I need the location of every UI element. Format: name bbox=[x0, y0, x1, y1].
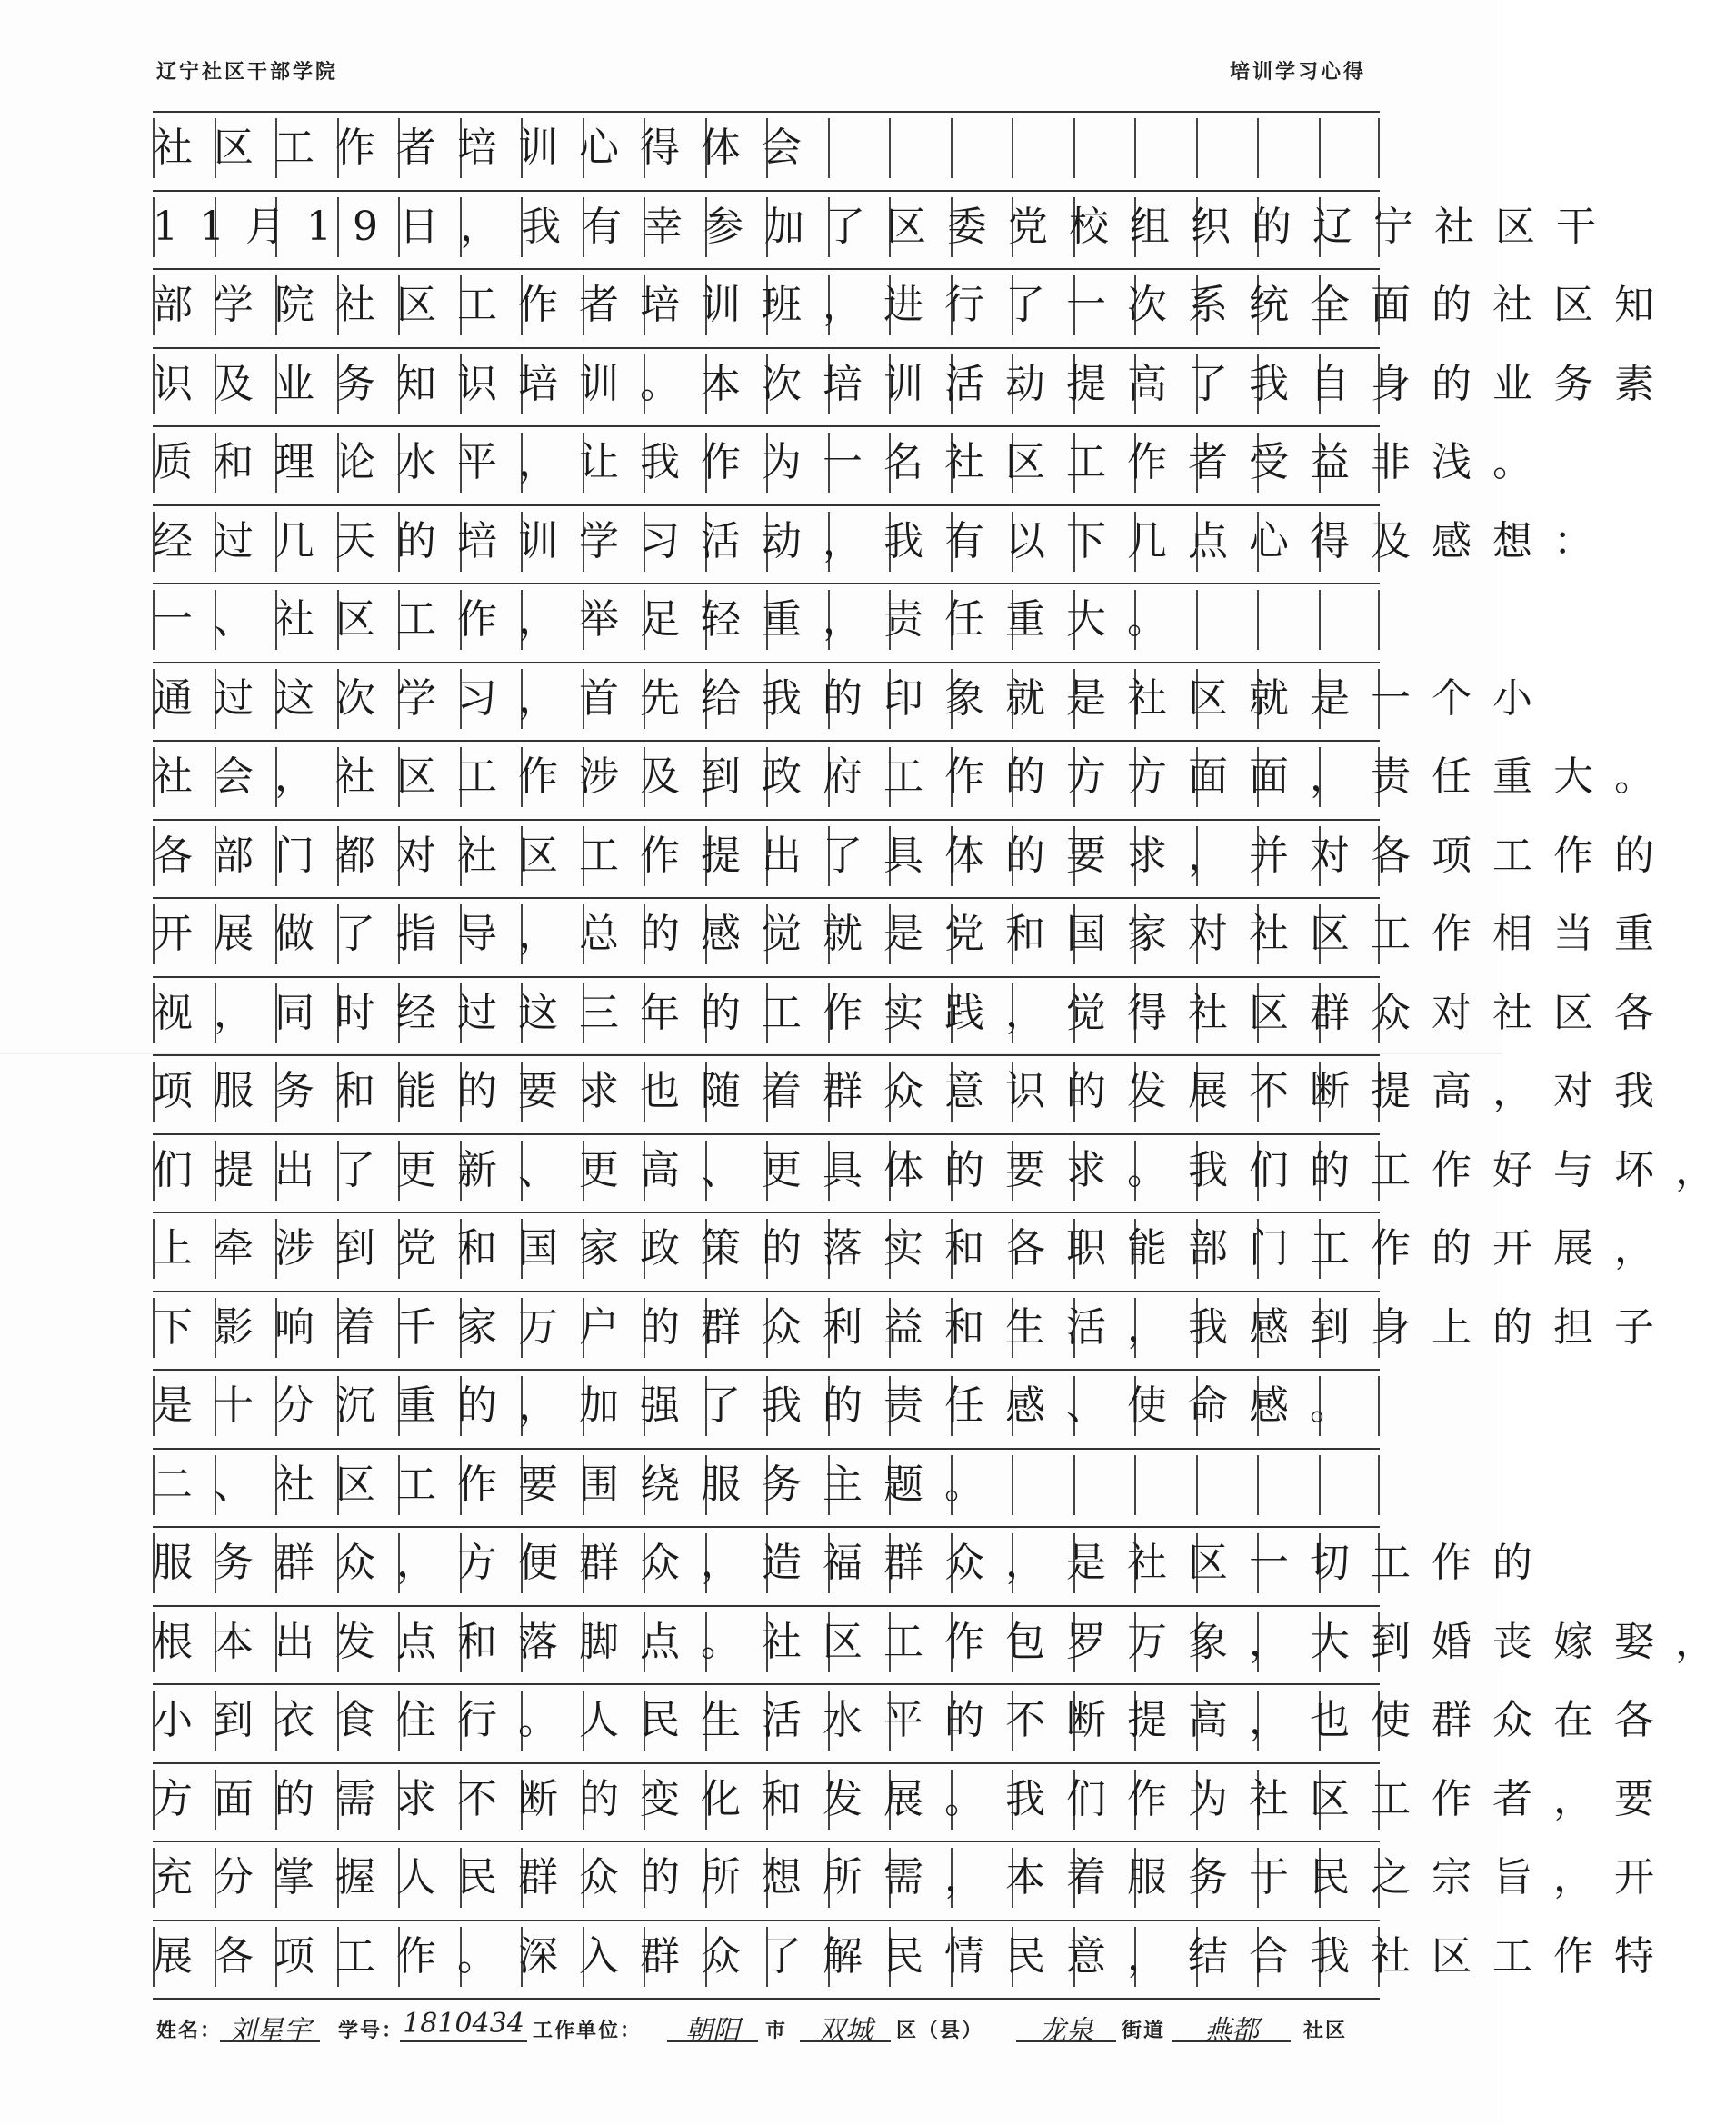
essay-line: 们提出了更新、更高、更具体的要求。我们的工作好与坏， bbox=[153, 1146, 1736, 1193]
essay-line: 通过这次学习，首先给我的印象就是社区就是一个小 bbox=[153, 674, 1553, 722]
grid-rule bbox=[153, 1448, 1380, 1450]
community-suffix: 社区 bbox=[1303, 2020, 1348, 2042]
footer-info bbox=[156, 2008, 1374, 2048]
name-value: 刘星宇 bbox=[220, 2008, 320, 2042]
city-value: 朝阳 bbox=[667, 2008, 758, 2042]
grid-rule bbox=[153, 1605, 1380, 1607]
essay-line: 展各项工作。深入群众了解民情民意，结合我社区工作特 bbox=[153, 1932, 1675, 1980]
street-suffix: 街道 bbox=[1122, 2020, 1166, 2042]
writing-grid bbox=[153, 111, 1736, 1998]
grid-rule bbox=[153, 897, 1380, 899]
city-suffix: 市 bbox=[765, 2020, 788, 2042]
district-value: 双城 bbox=[800, 2008, 891, 2042]
essay-line: 项服务和能的要求也随着群众意识的发展不断提高，对我 bbox=[153, 1068, 1675, 1114]
essay-line: 社会，社区工作涉及到政府工作的方方面面，责任重大。 bbox=[153, 753, 1675, 800]
street-value: 龙泉 bbox=[1016, 2008, 1116, 2042]
grid-rule bbox=[153, 425, 1380, 427]
essay-line: 部学院社区工作者培训班，进行了一次系统全面的社区知 bbox=[153, 282, 1675, 328]
grid-rule bbox=[153, 1762, 1380, 1764]
grid-rule bbox=[153, 504, 1380, 506]
grid-rule bbox=[153, 190, 1380, 192]
grid-rule bbox=[153, 1998, 1380, 2000]
school-name: 辽宁社区干部学院 bbox=[156, 61, 339, 84]
essay-line: 开展做了指导，总的感觉就是党和国家对社区工作相当重 bbox=[153, 911, 1675, 957]
essay-line: 服务群众，方便群众，造福群众，是社区一切工作的 bbox=[153, 1540, 1553, 1586]
essay-line: 一、社区工作，举足轻重，责任重大。 bbox=[153, 596, 1188, 643]
grid-rule bbox=[153, 1369, 1380, 1371]
essay-line: 经过几天的培训学习活动，我有以下几点心得及感想： bbox=[153, 517, 1614, 564]
grid-rule bbox=[153, 1683, 1380, 1685]
essay-line: 二、社区工作要围绕服务主题。 bbox=[153, 1461, 1005, 1508]
grid-rule bbox=[153, 1841, 1380, 1842]
district-suffix: 区（县） bbox=[896, 2020, 984, 2042]
grid-rule bbox=[153, 268, 1380, 270]
essay-line: 根本出发点和落脚点。社区工作包罗万象，大到婚丧嫁娶， bbox=[153, 1618, 1736, 1665]
essay-line: 是十分沉重的，加强了我的责任感、使命感。 bbox=[153, 1382, 1371, 1429]
student-id-value: 1810434 bbox=[400, 2008, 527, 2042]
essay-line: 视，同时经过这三年的工作实践，觉得社区群众对社区各 bbox=[153, 989, 1675, 1036]
grid-rule bbox=[153, 1291, 1380, 1292]
community-value: 燕都 bbox=[1172, 2008, 1291, 2042]
essay-line: 质和理论水平，让我作为一名社区工作者受益非浅。 bbox=[153, 439, 1553, 485]
grid-rule bbox=[153, 1054, 1380, 1056]
grid-rule bbox=[153, 819, 1380, 821]
grid-rule bbox=[153, 976, 1380, 978]
work-unit-label: 工作单位： bbox=[533, 2020, 643, 2042]
student-id-label: 学号： bbox=[338, 2020, 404, 2042]
grid-rule bbox=[153, 740, 1380, 742]
essay-line: 识及业务知识培训。本次培训活动提高了我自身的业务素 bbox=[153, 360, 1675, 407]
essay-line: 11月19日，我有幸参加了区委党校组织的辽宁社区干 bbox=[153, 203, 1617, 250]
essay-line: 社区工作者培训心得体会 bbox=[153, 125, 823, 171]
name-label: 姓名： bbox=[156, 2020, 223, 2042]
essay-line: 各部门都对社区工作提出了具体的要求，并对各项工作的 bbox=[153, 832, 1675, 879]
essay-line: 小到衣食住行。人民生活水平的不断提高，也使群众在各 bbox=[153, 1697, 1675, 1743]
essay-line: 充分掌握人民群众的所想所需，本着服务于民之宗旨，开 bbox=[153, 1854, 1675, 1901]
grid-rule bbox=[153, 347, 1380, 349]
grid-rule bbox=[153, 1212, 1380, 1213]
grid-rule bbox=[153, 111, 1380, 113]
grid-rule bbox=[153, 662, 1380, 663]
grid-rule bbox=[153, 1133, 1380, 1135]
document-type: 培训学习心得 bbox=[1229, 61, 1366, 84]
essay-line: 上牵涉到党和国家政策的落实和各职能部门工作的开展， bbox=[153, 1225, 1675, 1272]
essay-line: 方面的需求不断的变化和发展。我们作为社区工作者，要 bbox=[153, 1775, 1675, 1822]
essay-line: 下影响着千家万户的群众利益和生活，我感到身上的担子 bbox=[153, 1303, 1675, 1351]
grid-rule bbox=[153, 583, 1380, 584]
grid-rule bbox=[153, 1526, 1380, 1528]
grid-rule bbox=[153, 1920, 1380, 1921]
